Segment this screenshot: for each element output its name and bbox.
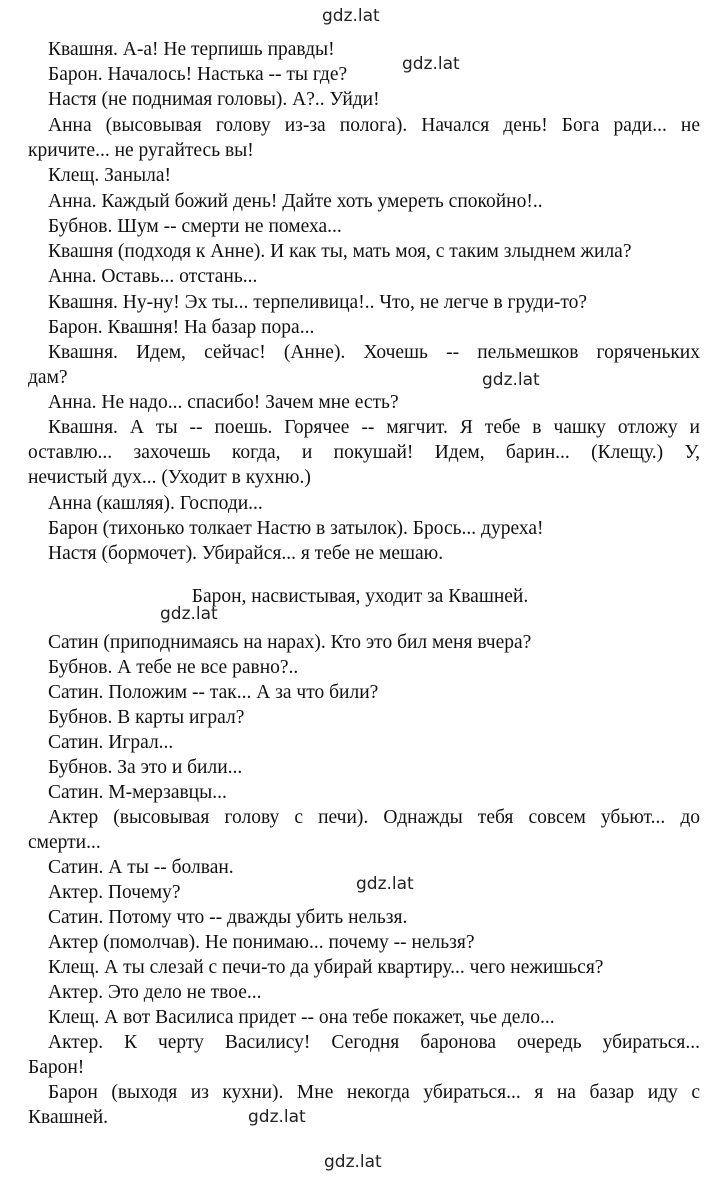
text-line: Анна (кашляя). Господи... bbox=[48, 493, 263, 514]
text-line: Сатин. Играл... bbox=[48, 732, 174, 753]
text-line: Квашня. А ты -- поешь. Горячее -- мягчит. Я тебе в чашку отложу и bbox=[48, 417, 700, 438]
text-line: Сатин. Потому что -- дважды убить нельзя. bbox=[48, 907, 408, 928]
text-line: Актер. К черту Василису! Сегодня баронова очередь убираться... bbox=[48, 1032, 700, 1053]
text-line: Актер (помолчав). Не понимаю... почему -- нельзя? bbox=[48, 932, 475, 953]
text-line: Клещ. Заныла! bbox=[48, 165, 171, 186]
watermark: gdz.lat bbox=[322, 6, 380, 26]
watermark: gdz.lat bbox=[248, 1107, 306, 1127]
text-line: смерти... bbox=[28, 832, 101, 853]
text-line: Анна. Не надо... спасибо! Зачем мне есть? bbox=[48, 392, 399, 413]
text-line: Актер. Почему? bbox=[48, 882, 181, 903]
text-line: Бубнов. За это и били... bbox=[48, 757, 243, 778]
text-line: Бубнов. А тебе не все равно?.. bbox=[48, 657, 299, 678]
watermark: gdz.lat bbox=[356, 874, 414, 894]
text-line: Бубнов. В карты играл? bbox=[48, 707, 245, 728]
text-line: Квашня (подходя к Анне). И как ты, мать моя, с таким злыднем жила? bbox=[48, 241, 632, 262]
watermark: gdz.lat bbox=[402, 54, 460, 74]
text-line: Квашня. Ну-ну! Эх ты... терпеливица!.. Что, не легче в груди-то? bbox=[48, 292, 588, 313]
text-line: Барон. Началось! Настька -- ты где? bbox=[48, 64, 348, 85]
text-line: Бубнов. Шум -- смерти не помеха... bbox=[48, 216, 342, 237]
text-line: нечистый дух... (Уходит в кухню.) bbox=[28, 467, 311, 488]
text-line: Актер. Это дело не твое... bbox=[48, 982, 262, 1003]
text-line: Анна (высовывая голову из-за полога). Начался день! Бога ради... не bbox=[48, 115, 700, 136]
text-line: Актер (высовывая голову с печи). Однажды тебя совсем убьют... до bbox=[48, 807, 700, 828]
text-line: оставлю... захочешь когда, и покушай! Идем, барин... (Клещу.) У, bbox=[28, 442, 700, 463]
text-line: Сатин. М-мерзавцы... bbox=[48, 782, 227, 803]
text-line: Квашней. bbox=[28, 1107, 109, 1128]
text-line: дам? bbox=[28, 367, 68, 388]
text-line: Анна. Оставь... отстань... bbox=[48, 266, 258, 287]
text-line: Барон! bbox=[28, 1057, 85, 1078]
text-line: Анна. Каждый божий день! Дайте хоть умереть спокойно!.. bbox=[48, 191, 543, 212]
watermark: gdz.lat bbox=[324, 1152, 382, 1172]
text-line: Сатин. А ты -- болван. bbox=[48, 857, 234, 878]
text-line: Настя (не поднимая головы). А?.. Уйди! bbox=[48, 89, 380, 110]
text-line: Клещ. А ты слезай с печи-то да убирай квартиру... чего нежишься? bbox=[48, 957, 604, 978]
text-line: Барон. Квашня! На базар пора... bbox=[48, 317, 315, 338]
watermark: gdz.lat bbox=[482, 370, 540, 390]
text-line: Барон (выходя из кухни). Мне некогда убираться... я на базар иду с bbox=[48, 1082, 700, 1103]
watermark: gdz.lat bbox=[160, 604, 218, 624]
text-line: Барон (тихонько толкает Настю в затылок). Брось... дуреха! bbox=[48, 518, 544, 539]
text-line: Сатин (приподнимаясь на нарах). Кто это бил меня вчера? bbox=[48, 632, 532, 653]
stage-direction: Барон, насвистывая, уходит за Квашней. bbox=[191, 586, 529, 607]
text-line: Сатин. Положим -- так... А за что били? bbox=[48, 682, 379, 703]
text-line: кричите... не ругайтесь вы! bbox=[28, 140, 254, 161]
text-line: Квашня. Идем, сейчас! (Анне). Хочешь -- пельмешков горяченьких bbox=[48, 342, 700, 363]
text-line: Клещ. А вот Василиса придет -- она тебе покажет, чье дело... bbox=[48, 1007, 555, 1028]
text-line: Квашня. А-а! Не терпишь правды! bbox=[48, 39, 335, 60]
text-line: Настя (бормочет). Убирайся... я тебе не мешаю. bbox=[48, 543, 444, 564]
